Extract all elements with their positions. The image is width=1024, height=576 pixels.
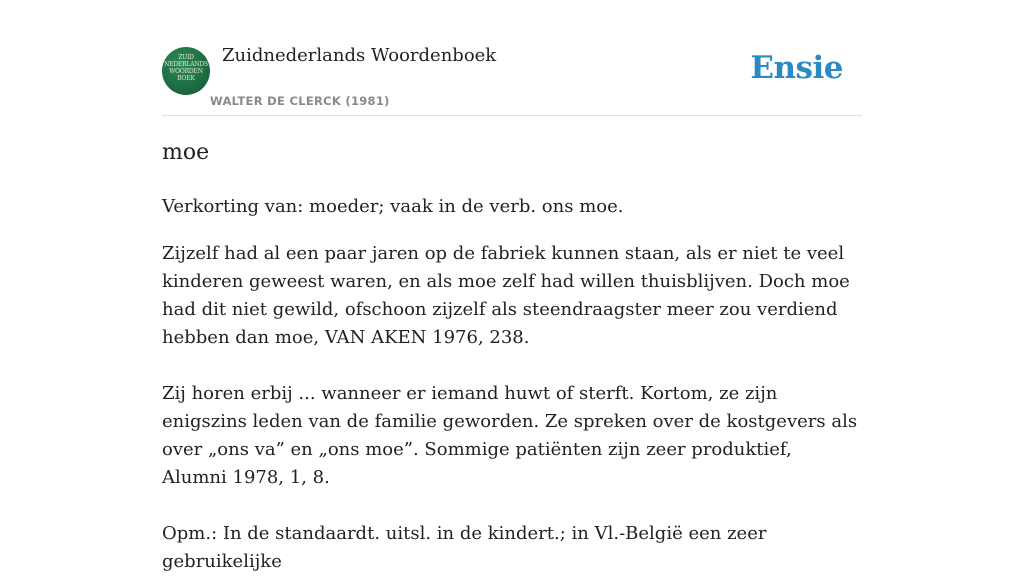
dictionary-logo[interactable] [162, 47, 210, 95]
logo-text: ZUID NEDERLANDS WOORDEN BOEK [164, 54, 208, 82]
entry-card [162, 0, 862, 572]
dictionary-title[interactable]: Zuidnederlands Woordenboek [222, 45, 497, 66]
headword: moe [162, 140, 210, 165]
ensie-logo[interactable]: Ensie [750, 50, 843, 86]
quotation-1: Zijzelf had al een paar jaren op de fabriek kunnen staan, als er niet te veel kinderen geweest waren, en als moe zelf had willen thuisblijven. Doch moe had dit niet gewild, ofschoon zijzelf als steendraagster meer zou verdiend hebben dan moe, VAN AKEN 1976, 238. [162, 243, 850, 348]
quotation-2: Zij horen erbij ... wanneer er iemand huwt of sterft. Kortom, ze zijn enigszins leden van de familie geworden. Ze spreken over de kostgevers als over „ons va” en „ons moe”. Sommige patiënten zijn zeer produktief, Alumni 1978, 1, 8. [162, 383, 858, 488]
definition: Verkorting van: moeder; vaak in de verb. ons moe. [162, 196, 624, 217]
dictionary-author: WALTER DE CLERCK (1981) [210, 94, 390, 108]
entry-body [162, 193, 862, 576]
dictionary-header [162, 0, 862, 116]
usage-note: Opm.: In de standaardt. uitsl. in de kindert.; in Vl.-België een zeer gebruikelijke [162, 523, 767, 572]
